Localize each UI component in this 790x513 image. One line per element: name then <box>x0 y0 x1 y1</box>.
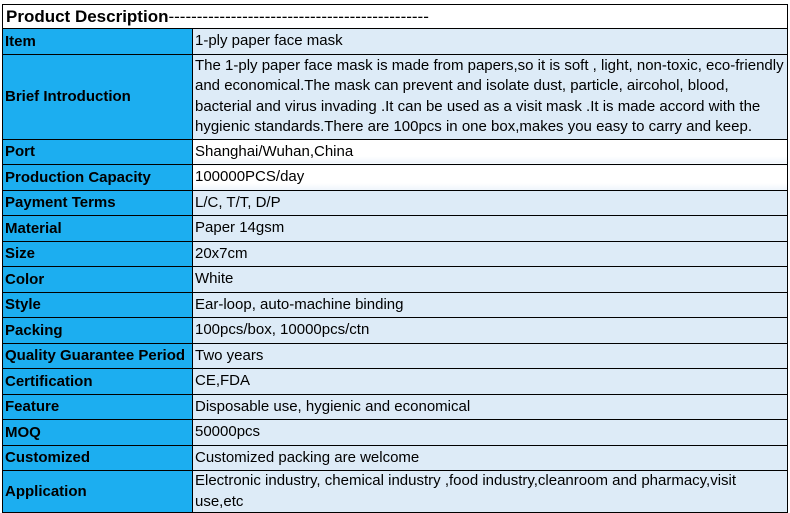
table-row <box>3 139 788 165</box>
row-label: Color <box>3 267 193 293</box>
row-label: Customized <box>3 445 193 471</box>
row-label: Feature <box>3 394 193 420</box>
row-label: Style <box>3 292 193 318</box>
table-row <box>3 241 788 267</box>
row-value: Ear-loop, auto-machine binding <box>193 292 788 318</box>
table-title <box>2 4 788 28</box>
row-value: Disposable use, hygienic and economical <box>193 394 788 420</box>
row-value: Paper 14gsm <box>193 216 788 242</box>
table-row <box>3 420 788 446</box>
row-value: 50000pcs <box>193 420 788 446</box>
row-label: Application <box>3 471 193 513</box>
row-value: 100000PCS/day <box>193 165 788 191</box>
row-value: 1-ply paper face mask <box>193 29 788 55</box>
row-value: Two years <box>193 343 788 369</box>
table-row <box>3 29 788 55</box>
row-value: Shanghai/Wuhan,China <box>193 139 788 165</box>
table-row <box>3 267 788 293</box>
product-description-table <box>2 4 788 513</box>
row-label: Brief Introduction <box>3 54 193 139</box>
title-dashes: ---------------------------------------------- <box>168 7 429 26</box>
spec-table <box>2 28 788 513</box>
row-value: L/C, T/T, D/P <box>193 190 788 216</box>
row-label: MOQ <box>3 420 193 446</box>
row-label: Size <box>3 241 193 267</box>
table-row <box>3 445 788 471</box>
row-value: The 1-ply paper face mask is made from papers,so it is soft , light, non-toxic, eco-friendly and economical.The mask can prevent and isolate dust, particle, aircohol, blood, bacterial and virus invading .It can be used as a visit mask .It is made accord with the hygienic standards.There are 100pcs in one box,makes you easy to carry and keep. <box>193 54 788 139</box>
row-label: Packing <box>3 318 193 344</box>
table-row <box>3 394 788 420</box>
row-label: Production Capacity <box>3 165 193 191</box>
row-value: CE,FDA <box>193 369 788 395</box>
row-value: White <box>193 267 788 293</box>
table-row <box>3 190 788 216</box>
table-row <box>3 54 788 139</box>
row-value: 20x7cm <box>193 241 788 267</box>
row-value: Customized packing are welcome <box>193 445 788 471</box>
table-row <box>3 216 788 242</box>
table-row <box>3 292 788 318</box>
table-row <box>3 165 788 191</box>
row-label: Port <box>3 139 193 165</box>
row-value: 100pcs/box, 10000pcs/ctn <box>193 318 788 344</box>
table-row <box>3 471 788 513</box>
table-row <box>3 318 788 344</box>
row-label: Item <box>3 29 193 55</box>
table-row <box>3 369 788 395</box>
row-label: Quality Guarantee Period <box>3 343 193 369</box>
row-label: Payment Terms <box>3 190 193 216</box>
row-value: Electronic industry, chemical industry ,food industry,cleanroom and pharmacy,visit use,etc <box>193 471 788 513</box>
row-label: Material <box>3 216 193 242</box>
title-text: Product Description <box>6 7 169 26</box>
row-label: Certification <box>3 369 193 395</box>
table-row <box>3 343 788 369</box>
